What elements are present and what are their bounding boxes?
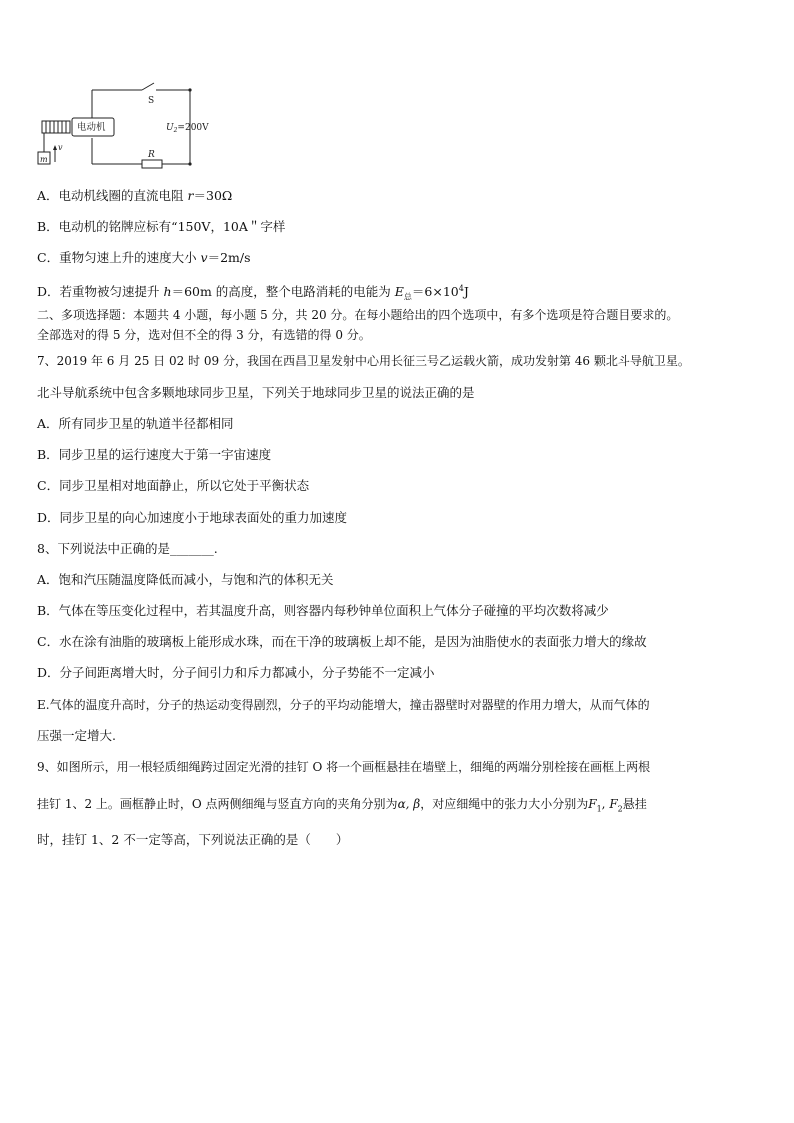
- switch-blade: [142, 83, 154, 90]
- motor-circuit-figure: [30, 78, 230, 178]
- q6-option-a: A．电动机线圈的直流电阻 r＝30Ω: [37, 188, 233, 203]
- q8-option-b: B．气体在等压变化过程中，若其温度升高，则容器内每秒钟单位面积上气体分子碰撞的平均次数将减少: [37, 603, 609, 618]
- voltage-label: $U_2=200V$: [166, 123, 209, 134]
- q8-stem: 8、下列说法中正确的是_______.: [37, 541, 218, 556]
- q7-option-c: C．同步卫星相对地面静止，所以它处于平衡状态: [37, 478, 310, 493]
- resistor-label: R: [148, 150, 155, 160]
- q9-stem-3: 时，挂钉 1、2 不一定等高，下列说法正确的是（ ）: [37, 832, 349, 847]
- q8-option-d: D．分子间距离增大时，分子间引力和斥力都减小，分子势能不一定减小: [37, 665, 435, 680]
- q9-stem-2: 挂钉 1、2 上。画框静止时，O 点两侧细绳与竖直方向的夹角分别为α, β，对应细绳中的张力大小分别为$F_1$, $F_2$悬挂: [37, 797, 647, 814]
- q7-option-a: A．所有同步卫星的轨道半径都相同: [37, 416, 234, 431]
- motor-label: 电动机: [77, 122, 106, 133]
- q8-option-e-line1: E.气体的温度升高时，分子的热运动变得剧烈，分子的平均动能增大，撞击器壁时对器壁的作用力增大，从而气体的: [37, 698, 650, 712]
- q8-option-e-line2: 压强一定增大.: [37, 728, 116, 743]
- section2-heading: 二、多项选择题：本题共 4 小题，每小题 5 分，共 20 分。在每小题给出的四个选项中，有多个选项是符合题目要求的。: [37, 308, 679, 322]
- q6-option-d: D．若重物被匀速提升 h＝60m 的高度，整个电路消耗的电能为 $E_总=6\times 10^4J$: [37, 284, 469, 302]
- q8-option-a: A．饱和汽压随温度降低而减小，与饱和汽的体积无关: [37, 572, 334, 587]
- q8-option-c: C．水在涂有油脂的玻璃板上能形成水珠，而在干净的玻璃板上却不能，是因为油脂使水的表面张力增大的缘故: [37, 634, 647, 649]
- q9-stem-1: 9、如图所示，用一根轻质细绳跨过固定光滑的挂钉 O 将一个画框悬挂在墙壁上，细绳的两端分别栓接在画框上两根: [37, 760, 651, 774]
- q7-stem-2: 北斗导航系统中包含多颗地球同步卫星，下列关于地球同步卫星的说法正确的是: [37, 385, 475, 400]
- switch-label: S: [148, 96, 155, 106]
- q7-option-d: D．同步卫星的向心加速度小于地球表面处的重力加速度: [37, 510, 348, 525]
- section2-instructions: 全部选对的得 5 分，选对但不全的得 3 分，有选错的得 0 分。: [37, 328, 371, 342]
- q6-option-c: C．重物匀速上升的速度大小 v＝2m/s: [37, 250, 251, 265]
- velocity-label: v: [58, 143, 63, 152]
- q6-option-b: B．电动机的铭牌应标有“150V，10A＂字样: [37, 219, 286, 234]
- q7-option-b: B．同步卫星的运行速度大于第一宇宙速度: [37, 447, 272, 462]
- q7-stem-1: 7、2019 年 6 月 25 日 02 时 09 分，我国在西昌卫星发射中心用长征三号乙运载火箭，成功发射第 46 颗北斗导航卫星。: [37, 354, 690, 368]
- mass-label: m: [40, 155, 48, 164]
- resistor-symbol: [142, 160, 162, 168]
